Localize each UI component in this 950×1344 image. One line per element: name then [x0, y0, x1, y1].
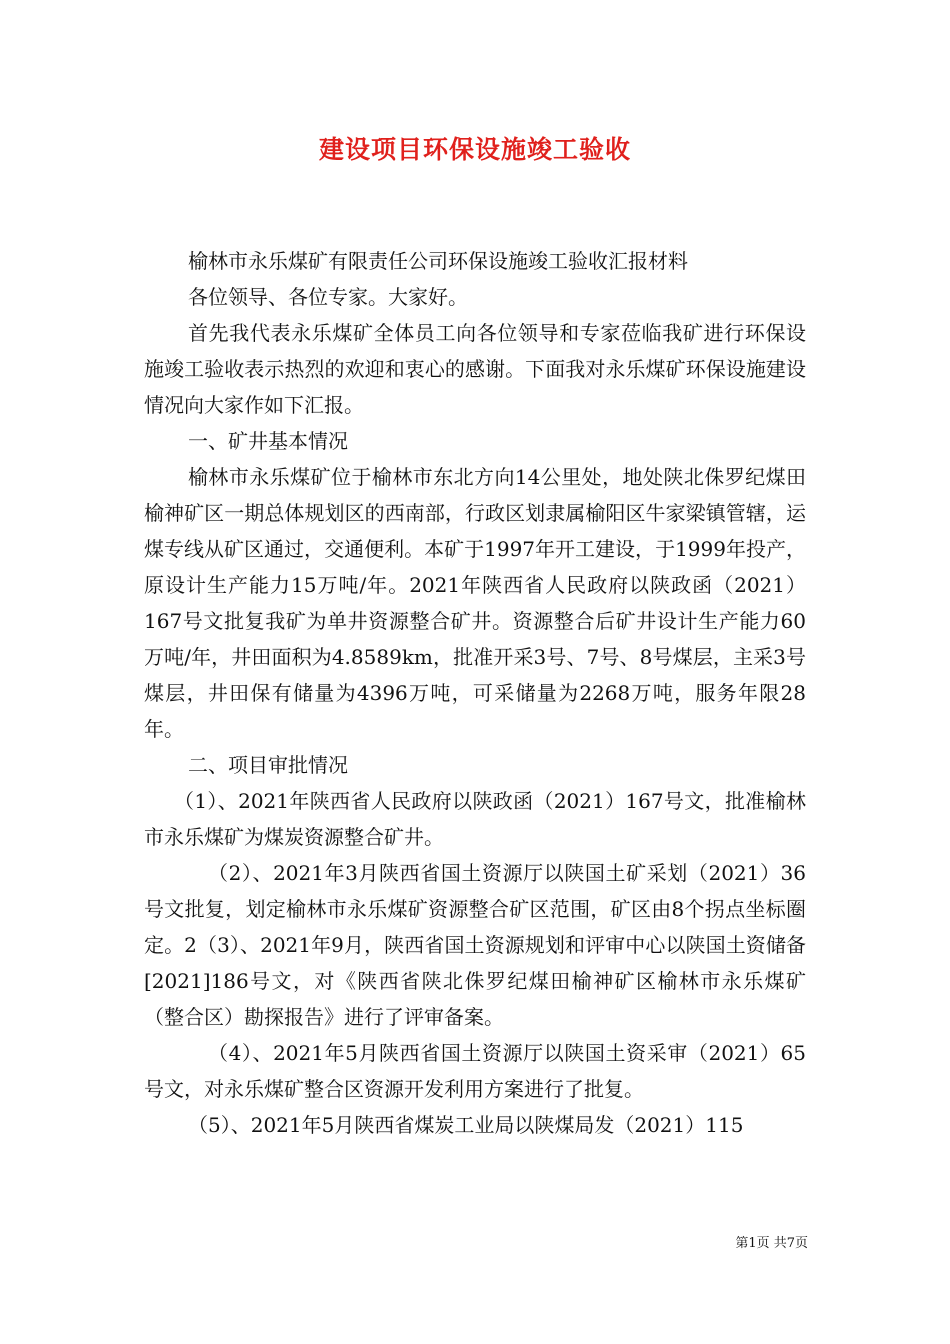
approval-item-2-3: （2）、2021年3月陕西省国土资源厅以陕国土矿采划（2021）36号文批复，划定榆林市永乐煤矿资源整合矿区范围，矿区由8个拐点坐标圈定。2（3）、2021年9月，陕西省国土资源规划和评审中心以陕国土资储备[2021]186号文，对《陕西省陕北侏罗纪煤田榆神矿区榆林市永乐煤矿（整合区）勘探报告》进行了评审备案。 — [144, 861, 806, 1029]
greeting-paragraph: 各位领导、各位专家。大家好。 — [188, 285, 468, 309]
intro-paragraph: 首先我代表永乐煤矿全体员工向各位领导和专家莅临我矿进行环保设施竣工验收表示热烈的欢迎和衷心的感谢。下面我对永乐煤矿环保设施建设情况向大家作如下汇报。 — [144, 321, 806, 417]
document-title: 建设项目环保设施竣工验收 — [318, 135, 631, 164]
section-heading-mine-overview: 一、矿井基本情况 — [188, 429, 348, 453]
approval-item-1: （1）、2021年陕西省人民政府以陕政函（2021）167号文，批准榆林市永乐煤矿为煤炭资源整合矿井。 — [144, 789, 806, 849]
document-body — [144, 243, 806, 1143]
section-heading-approval: 二、项目审批情况 — [188, 753, 348, 777]
page-number: 第1页 共7页 — [735, 1236, 808, 1251]
approval-item-5: （5）、2021年5月陕西省煤炭工业局以陕煤局发（2021）115 — [188, 1113, 744, 1137]
approval-item-4: （4）、2021年5月陕西省国土资源厅以陕国土资采审（2021）65号文，对永乐煤矿整合区资源开发利用方案进行了批复。 — [144, 1041, 806, 1101]
mine-overview-paragraph: 榆林市永乐煤矿位于榆林市东北方向14公里处，地处陕北侏罗纪煤田榆神矿区一期总体规划区的西南部，行政区划隶属榆阳区牛家梁镇管辖，运煤专线从矿区通过，交通便利。本矿于1997年开工建设，于1999年投产，原设计生产能力15万吨/年。2021年陕西省人民政府以陕政函（2021）167号文批复我矿为单井资源整合矿井。资源整合后矿井设计生产能力60万吨/年，井田面积为4.8589km，批准开采3号、7号、8号煤层，主采3号煤层，井田保有储量为4396万吨，可采储量为2268万吨，服务年限28年。 — [144, 465, 806, 741]
report-heading: 榆林市永乐煤矿有限责任公司环保设施竣工验收汇报材料 — [188, 249, 688, 273]
